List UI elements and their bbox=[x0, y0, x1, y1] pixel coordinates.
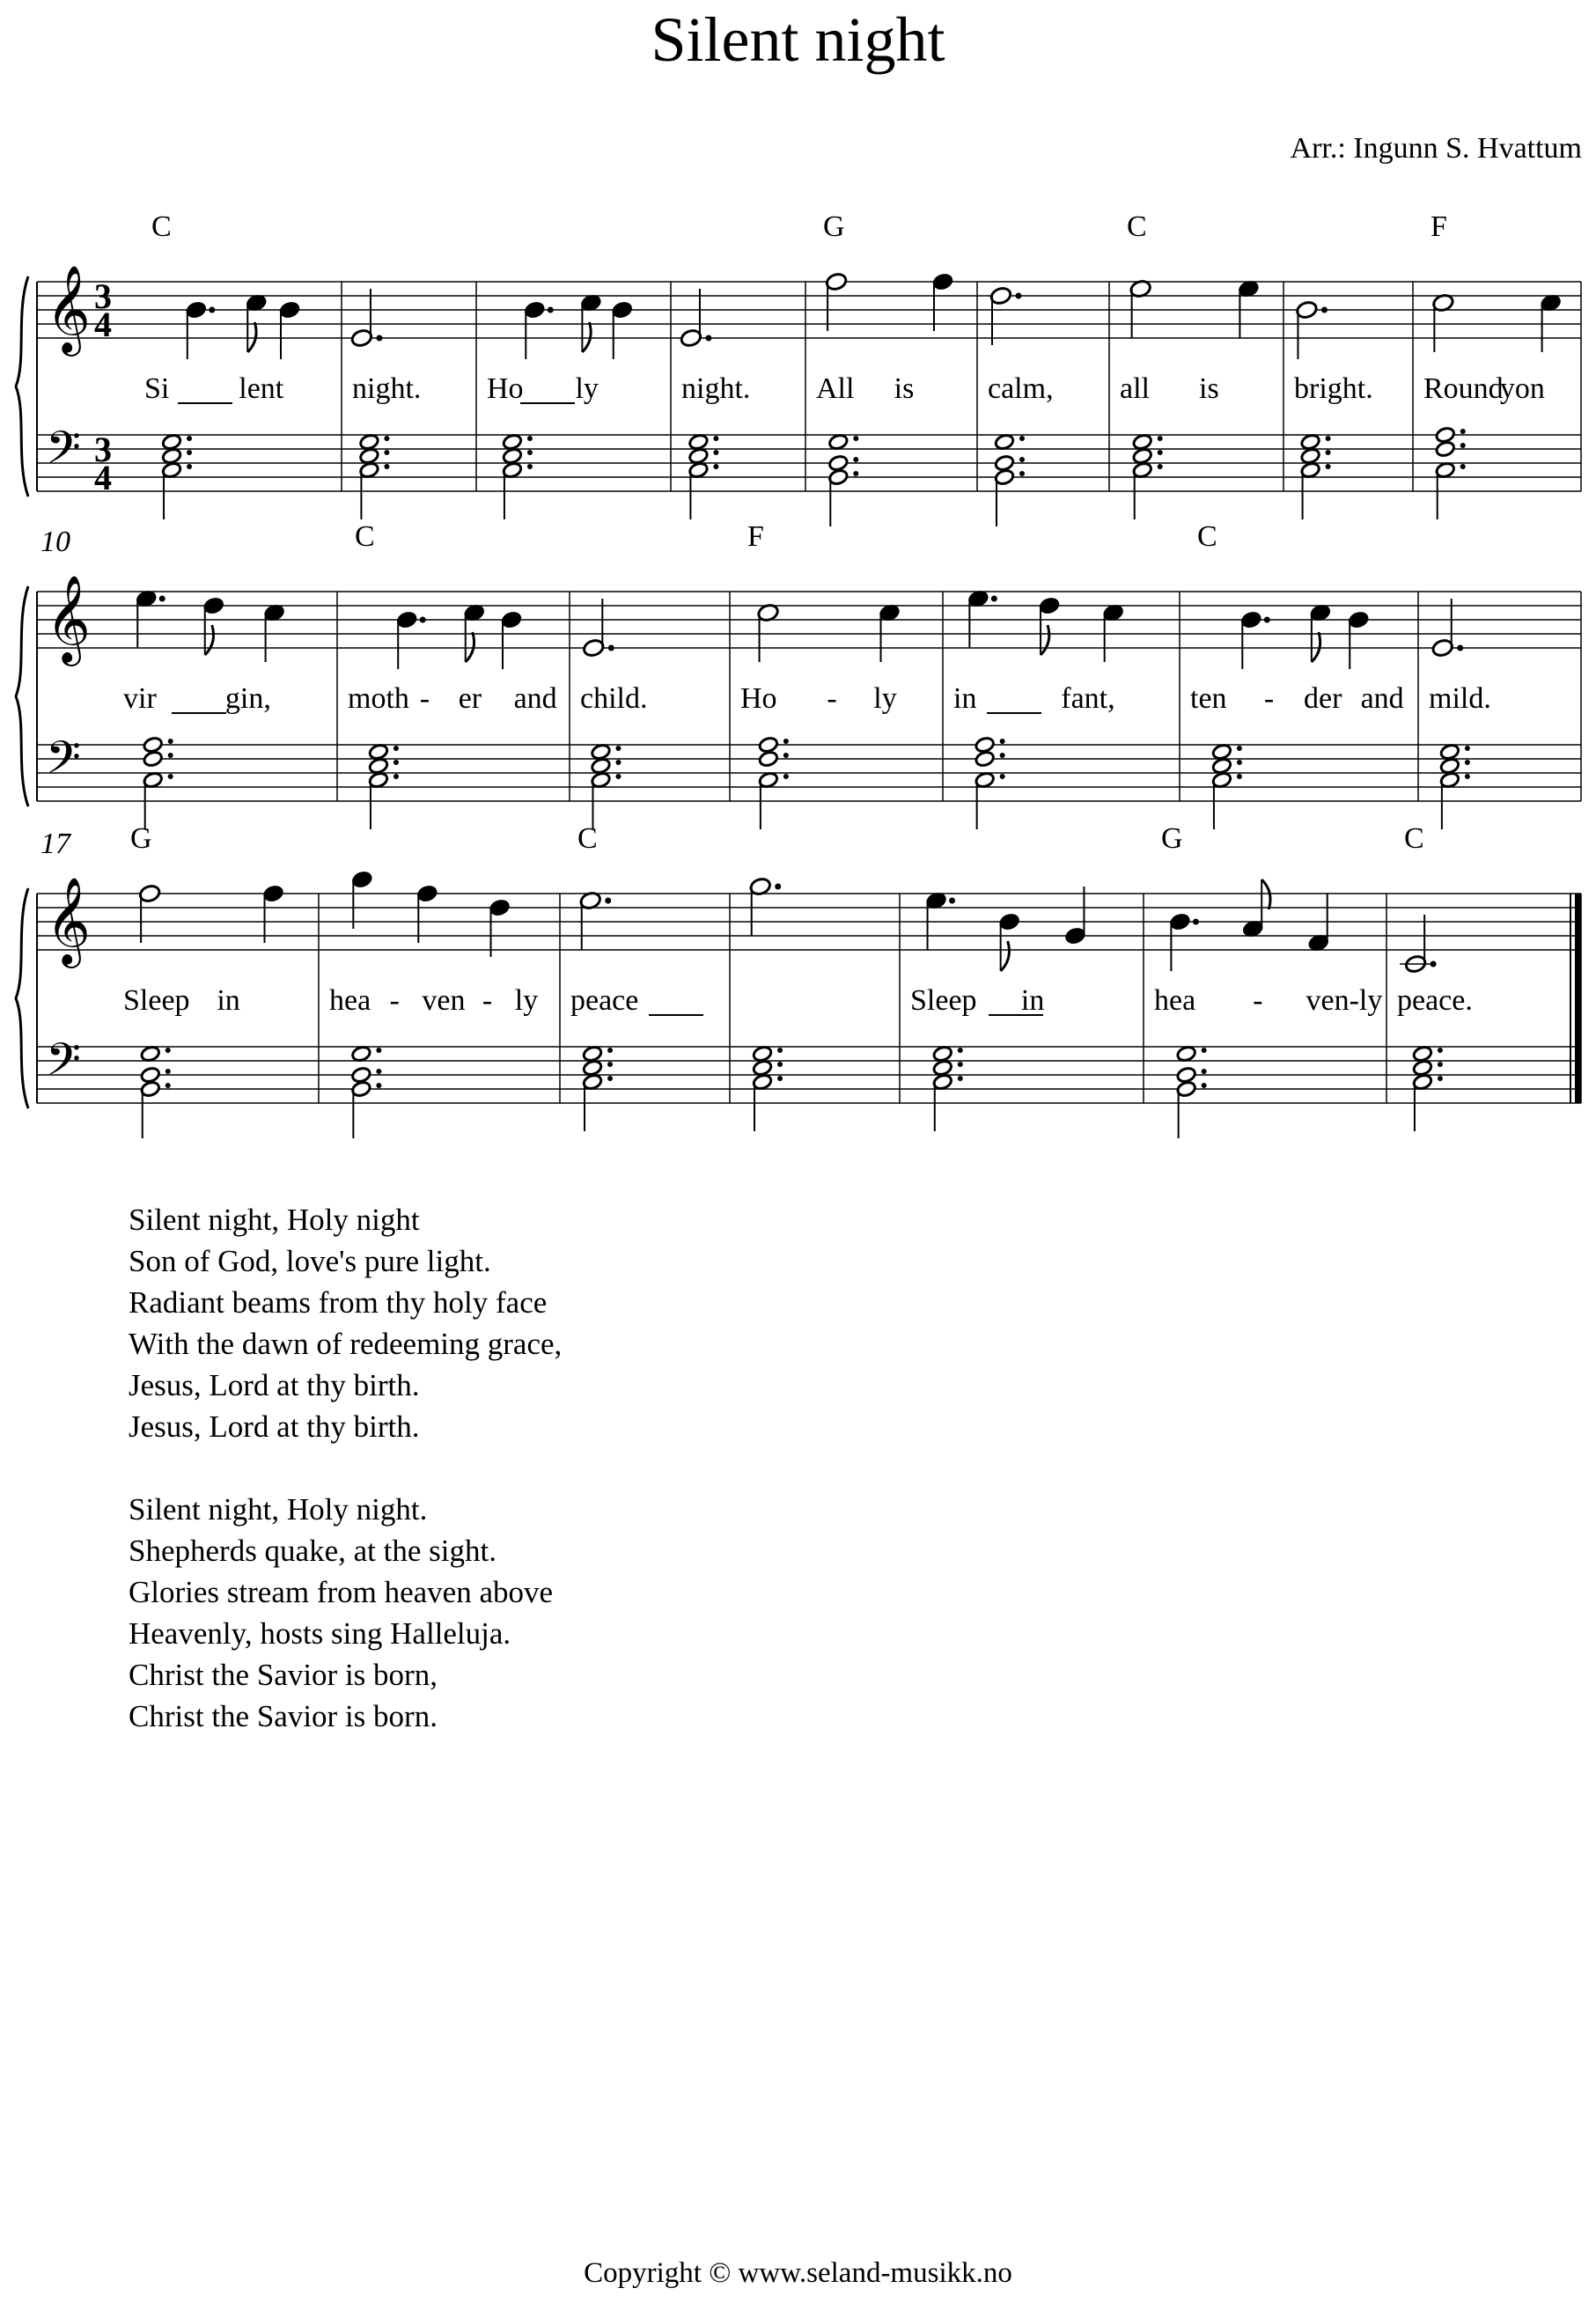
augmentation-dot bbox=[384, 464, 389, 469]
bass-chord-note bbox=[975, 750, 996, 768]
lyric-syllable: ven bbox=[422, 984, 466, 1017]
verse-lyrics bbox=[129, 1199, 562, 1778]
bass-chord-note bbox=[502, 433, 523, 451]
bass-chord-note bbox=[1132, 447, 1153, 465]
bass-chord-note bbox=[351, 1045, 372, 1063]
chord-symbol: C bbox=[355, 520, 375, 553]
augmentation-dot bbox=[615, 746, 621, 751]
lyric-syllable: moth bbox=[348, 682, 409, 715]
bass-clef-icon: 𝄢 bbox=[46, 424, 81, 484]
lyric-syllable: is bbox=[1199, 372, 1219, 405]
lyric-syllable: fant, bbox=[1061, 682, 1115, 715]
time-signature-numerator: 3 bbox=[94, 276, 112, 316]
music-system bbox=[16, 822, 1581, 1138]
bass-clef-icon: 𝄢 bbox=[46, 1036, 81, 1096]
augmentation-dot bbox=[777, 1076, 783, 1081]
treble-clef-icon: 𝄞 bbox=[46, 267, 91, 351]
time-signature-numerator: 3 bbox=[94, 430, 112, 469]
augmentation-dot bbox=[1326, 450, 1331, 455]
measure bbox=[1294, 300, 1373, 519]
bass-chord-note bbox=[1211, 757, 1232, 775]
note-flag bbox=[1001, 941, 1010, 971]
lyric-syllable: ven-ly bbox=[1305, 984, 1383, 1017]
bass-staff bbox=[37, 745, 1581, 801]
arranger-credit: Arr.: Ingunn S. Hvattum bbox=[1290, 132, 1582, 165]
lyric-syllable: ten bbox=[1190, 682, 1227, 715]
augmentation-dot bbox=[1321, 307, 1328, 313]
augmentation-dot bbox=[376, 335, 382, 342]
augmentation-dot bbox=[1326, 436, 1331, 441]
note-flag bbox=[1312, 632, 1320, 662]
lyric-syllable: peace. bbox=[1397, 984, 1473, 1017]
bass-chord-note bbox=[828, 454, 849, 472]
augmentation-dot bbox=[1237, 774, 1242, 779]
note-flag bbox=[205, 625, 214, 655]
lyric-syllable: and bbox=[513, 682, 557, 715]
lyric-syllable: ly bbox=[575, 372, 599, 405]
bass-chord-note bbox=[1412, 1045, 1433, 1063]
augmentation-dot bbox=[384, 436, 389, 441]
augmentation-dot bbox=[607, 1062, 613, 1067]
augmentation-dot bbox=[187, 436, 192, 441]
lyric-syllable: - bbox=[1263, 682, 1275, 715]
augmentation-dot bbox=[168, 774, 173, 779]
lyric-syllable: All bbox=[816, 372, 855, 405]
augmentation-dot bbox=[168, 753, 173, 758]
bass-chord-note bbox=[143, 736, 164, 754]
verse-line: Jesus, Lord at thy birth. bbox=[129, 1368, 420, 1402]
time-signature-denominator: 4 bbox=[94, 458, 112, 497]
lyric-syllable: - bbox=[482, 984, 493, 1017]
verse-2 bbox=[129, 1489, 562, 1737]
augmentation-dot bbox=[853, 471, 858, 476]
bass-chord-note bbox=[591, 757, 612, 775]
bass-chord-note bbox=[758, 750, 779, 768]
bass-chord-note bbox=[758, 736, 779, 754]
measure bbox=[144, 210, 301, 519]
lyric-syllable: - bbox=[827, 682, 837, 715]
verse-1 bbox=[129, 1199, 562, 1447]
augmentation-dot bbox=[159, 596, 165, 602]
augmentation-dot bbox=[1158, 464, 1163, 469]
augmentation-dot bbox=[615, 760, 621, 765]
measure bbox=[1190, 520, 1404, 829]
measure bbox=[123, 822, 285, 1138]
augmentation-dot bbox=[209, 307, 215, 313]
copyright-notice: Copyright © www.seland-musikk.no bbox=[584, 2257, 1012, 2289]
augmentation-dot bbox=[548, 307, 554, 313]
lyric-syllable: - bbox=[1253, 984, 1263, 1017]
augmentation-dot bbox=[384, 450, 389, 455]
bass-chord-note bbox=[502, 447, 523, 465]
measure bbox=[816, 210, 954, 526]
verse-line: Silent night, Holy night bbox=[129, 1203, 420, 1237]
treble-staff bbox=[37, 282, 1581, 338]
lyric-syllable: night. bbox=[352, 372, 422, 405]
augmentation-dot bbox=[1000, 739, 1005, 744]
augmentation-dot bbox=[1019, 457, 1025, 462]
augmentation-dot bbox=[1438, 1076, 1443, 1081]
augmentation-dot bbox=[853, 457, 858, 462]
bass-chord-note bbox=[1300, 447, 1321, 465]
bass-chord-note bbox=[1435, 440, 1456, 458]
augmentation-dot bbox=[1158, 450, 1163, 455]
measure bbox=[487, 293, 634, 519]
chord-symbol: G bbox=[823, 210, 845, 243]
lyric-syllable: Sleep bbox=[910, 984, 977, 1017]
verse-line: Shepherds quake, at the sight. bbox=[129, 1534, 496, 1568]
lyric-syllable: vir bbox=[123, 682, 157, 715]
note-flag bbox=[466, 632, 474, 662]
augmentation-dot bbox=[958, 1076, 963, 1081]
augmentation-dot bbox=[607, 1048, 613, 1053]
note-flag bbox=[247, 322, 256, 352]
bass-chord-note bbox=[994, 433, 1015, 451]
bass-chord-note bbox=[932, 1045, 953, 1063]
lyric-syllable: Sleep bbox=[123, 984, 190, 1017]
augmentation-dot bbox=[608, 645, 614, 651]
chord-symbol: F bbox=[1431, 210, 1447, 243]
bass-chord-note bbox=[975, 736, 996, 754]
chord-symbol: C bbox=[1404, 822, 1424, 855]
augmentation-dot bbox=[187, 450, 192, 455]
verse-line: Christ the Savior is born, bbox=[129, 1658, 438, 1692]
lyric-syllable: in bbox=[953, 682, 977, 715]
augmentation-dot bbox=[393, 760, 399, 765]
augmentation-dot bbox=[607, 1076, 613, 1081]
lyric-syllable: Si bbox=[144, 372, 170, 405]
treble-staff bbox=[37, 894, 1581, 950]
lyric-syllable: hea bbox=[1154, 984, 1196, 1017]
augmentation-dot bbox=[165, 1069, 171, 1074]
augmentation-dot bbox=[1465, 774, 1470, 779]
augmentation-dot bbox=[393, 774, 399, 779]
augmentation-dot bbox=[1237, 746, 1242, 751]
augmentation-dot bbox=[783, 753, 789, 758]
bass-chord-note bbox=[359, 433, 380, 451]
lyric-syllable: in bbox=[1020, 984, 1045, 1017]
lyric-syllable: hea bbox=[329, 984, 371, 1017]
augmentation-dot bbox=[165, 1083, 171, 1088]
augmentation-dot bbox=[1431, 961, 1437, 968]
final-barline-thick bbox=[1575, 894, 1581, 1103]
augmentation-dot bbox=[168, 739, 173, 744]
note-flag bbox=[582, 322, 591, 352]
time-signature-denominator: 4 bbox=[94, 305, 112, 344]
lyric-syllable: - bbox=[389, 984, 400, 1017]
bass-chord-note bbox=[1435, 426, 1456, 444]
bass-chord-note bbox=[582, 1045, 603, 1063]
measure bbox=[740, 520, 901, 829]
lyric-syllable: calm, bbox=[988, 372, 1054, 405]
chord-symbol: C bbox=[577, 822, 598, 855]
bass-chord-note bbox=[143, 750, 164, 768]
augmentation-dot bbox=[605, 898, 611, 904]
augmentation-dot bbox=[713, 464, 718, 469]
bass-chord-note bbox=[161, 433, 182, 451]
lyric-syllable: all bbox=[1120, 372, 1150, 405]
augmentation-dot bbox=[376, 1048, 381, 1053]
verse-line: Son of God, love's pure light. bbox=[129, 1244, 491, 1278]
measure bbox=[749, 877, 783, 1131]
bass-clef-icon: 𝄢 bbox=[46, 734, 81, 794]
augmentation-dot bbox=[527, 450, 533, 455]
bass-chord-note bbox=[1300, 433, 1321, 451]
piano-brace bbox=[16, 586, 28, 806]
bass-chord-note bbox=[368, 743, 389, 761]
lyric-syllable: peace bbox=[570, 984, 639, 1017]
augmentation-dot bbox=[527, 464, 533, 469]
augmentation-dot bbox=[1000, 774, 1005, 779]
lyric-syllable: yon bbox=[1499, 372, 1545, 405]
augmentation-dot bbox=[949, 898, 955, 904]
bass-chord-note bbox=[688, 447, 710, 465]
augmentation-dot bbox=[420, 617, 426, 623]
chord-symbol: G bbox=[130, 822, 152, 855]
augmentation-dot bbox=[1438, 1048, 1443, 1053]
measure bbox=[988, 286, 1054, 526]
augmentation-dot bbox=[1000, 753, 1005, 758]
bass-chord-note bbox=[752, 1059, 773, 1077]
augmentation-dot bbox=[713, 450, 718, 455]
bass-chord-note bbox=[368, 757, 389, 775]
augmentation-dot bbox=[1465, 746, 1470, 751]
augmentation-dot bbox=[777, 1048, 783, 1053]
verse-line: Christ the Savior is born. bbox=[129, 1699, 438, 1733]
lyric-syllable: is bbox=[894, 372, 915, 405]
augmentation-dot bbox=[853, 436, 858, 441]
measure bbox=[329, 870, 538, 1138]
measure bbox=[1423, 210, 1563, 519]
bass-chord-note bbox=[140, 1066, 161, 1084]
augmentation-dot bbox=[1019, 471, 1025, 476]
augmentation-dot bbox=[1202, 1048, 1207, 1053]
bass-chord-note bbox=[359, 447, 380, 465]
measure bbox=[348, 520, 557, 829]
measure bbox=[953, 589, 1125, 829]
verse-line: Jesus, Lord at thy birth. bbox=[129, 1409, 420, 1444]
augmentation-dot bbox=[1460, 429, 1466, 434]
measure bbox=[1120, 210, 1260, 519]
bass-chord-note bbox=[994, 454, 1015, 472]
bass-chord-note bbox=[1412, 1059, 1433, 1077]
lyric-syllable: lent bbox=[239, 372, 284, 405]
lyric-syllable: and bbox=[1360, 682, 1404, 715]
augmentation-dot bbox=[958, 1062, 963, 1067]
bass-chord-note bbox=[1176, 1066, 1197, 1084]
verse-line: Glories stream from heaven above bbox=[129, 1575, 554, 1609]
bass-chord-note bbox=[161, 447, 182, 465]
lyric-syllable: er bbox=[458, 682, 482, 715]
bass-staff bbox=[37, 435, 1581, 491]
augmentation-dot bbox=[376, 1083, 381, 1088]
lyric-syllable: mild. bbox=[1429, 682, 1491, 715]
measure bbox=[1154, 822, 1382, 1138]
bass-chord-note bbox=[828, 433, 849, 451]
augmentation-dot bbox=[393, 746, 399, 751]
bass-chord-note bbox=[582, 1059, 603, 1077]
augmentation-dot bbox=[705, 335, 711, 342]
augmentation-dot bbox=[1016, 293, 1022, 299]
lyric-syllable: der bbox=[1304, 682, 1342, 715]
verse-line: Radiant beams from thy holy face bbox=[129, 1285, 548, 1320]
augmentation-dot bbox=[1460, 464, 1466, 469]
bass-chord-note bbox=[591, 743, 612, 761]
treble-clef-icon: 𝄞 bbox=[46, 577, 91, 661]
chord-symbol: C bbox=[1127, 210, 1147, 243]
bass-chord-note bbox=[1439, 757, 1460, 775]
lyric-syllable: bright. bbox=[1294, 372, 1373, 405]
augmentation-dot bbox=[165, 1048, 171, 1053]
verse-line: Silent night, Holy night. bbox=[129, 1492, 428, 1527]
augmentation-dot bbox=[1264, 617, 1270, 623]
lyric-syllable: - bbox=[419, 682, 430, 715]
bass-chord-note bbox=[932, 1059, 953, 1077]
lyric-syllable: night. bbox=[681, 372, 751, 405]
chord-symbol: C bbox=[151, 210, 172, 243]
lyric-syllable: ly bbox=[514, 984, 539, 1017]
augmentation-dot bbox=[1158, 436, 1163, 441]
augmentation-dot bbox=[991, 596, 997, 602]
verse-line: Heavenly, hosts sing Halleluja. bbox=[129, 1616, 511, 1651]
song-title: Silent night bbox=[651, 4, 945, 75]
augmentation-dot bbox=[1202, 1069, 1207, 1074]
lyric-syllable: ly bbox=[873, 682, 897, 715]
piano-brace bbox=[16, 888, 28, 1108]
augmentation-dot bbox=[777, 1062, 783, 1067]
augmentation-dot bbox=[1438, 1062, 1443, 1067]
music-system bbox=[16, 210, 1581, 526]
verse-line: With the dawn of redeeming grace, bbox=[129, 1327, 563, 1361]
augmentation-dot bbox=[1457, 645, 1463, 651]
lyric-syllable: Ho bbox=[740, 682, 777, 715]
augmentation-dot bbox=[615, 774, 621, 779]
bass-staff bbox=[37, 1047, 1581, 1103]
bass-chord-note bbox=[351, 1066, 372, 1084]
bass-chord-note bbox=[1132, 433, 1153, 451]
bass-chord-note bbox=[1176, 1045, 1197, 1063]
lyric-syllable: Ho bbox=[487, 372, 524, 405]
measure bbox=[570, 822, 703, 1131]
chord-symbol: C bbox=[1197, 520, 1217, 553]
augmentation-dot bbox=[1202, 1083, 1207, 1088]
augmentation-dot bbox=[958, 1048, 963, 1053]
augmentation-dot bbox=[527, 436, 533, 441]
note-flag bbox=[1261, 879, 1270, 909]
chord-symbol: F bbox=[747, 520, 764, 553]
bass-chord-note bbox=[1439, 743, 1460, 761]
augmentation-dot bbox=[783, 739, 789, 744]
bass-chord-note bbox=[1211, 743, 1232, 761]
lyric-syllable: in bbox=[217, 984, 240, 1017]
measure bbox=[123, 589, 286, 829]
augmentation-dot bbox=[775, 884, 781, 890]
lyric-syllable: Round bbox=[1423, 372, 1504, 405]
augmentation-dot bbox=[713, 436, 718, 441]
note-flag bbox=[1041, 625, 1049, 655]
measure-number: 10 bbox=[40, 526, 70, 558]
augmentation-dot bbox=[187, 464, 192, 469]
augmentation-dot bbox=[1019, 436, 1025, 441]
augmentation-dot bbox=[1326, 464, 1331, 469]
augmentation-dot bbox=[1465, 760, 1470, 765]
augmentation-dot bbox=[783, 774, 789, 779]
augmentation-dot bbox=[1460, 443, 1466, 448]
lyric-syllable: gin, bbox=[224, 682, 271, 715]
augmentation-dot bbox=[1193, 919, 1199, 925]
measure bbox=[1397, 822, 1473, 1131]
chord-symbol: G bbox=[1161, 822, 1183, 855]
lyric-syllable: child. bbox=[580, 682, 648, 715]
piano-brace bbox=[16, 276, 28, 497]
measure-number: 17 bbox=[40, 828, 70, 860]
music-system bbox=[16, 520, 1581, 829]
augmentation-dot bbox=[376, 1069, 381, 1074]
measure bbox=[910, 887, 1087, 1131]
bass-chord-note bbox=[752, 1045, 773, 1063]
bass-chord-note bbox=[688, 433, 710, 451]
treble-clef-icon: 𝄞 bbox=[46, 879, 91, 963]
bass-chord-note bbox=[140, 1045, 161, 1063]
augmentation-dot bbox=[1237, 760, 1242, 765]
